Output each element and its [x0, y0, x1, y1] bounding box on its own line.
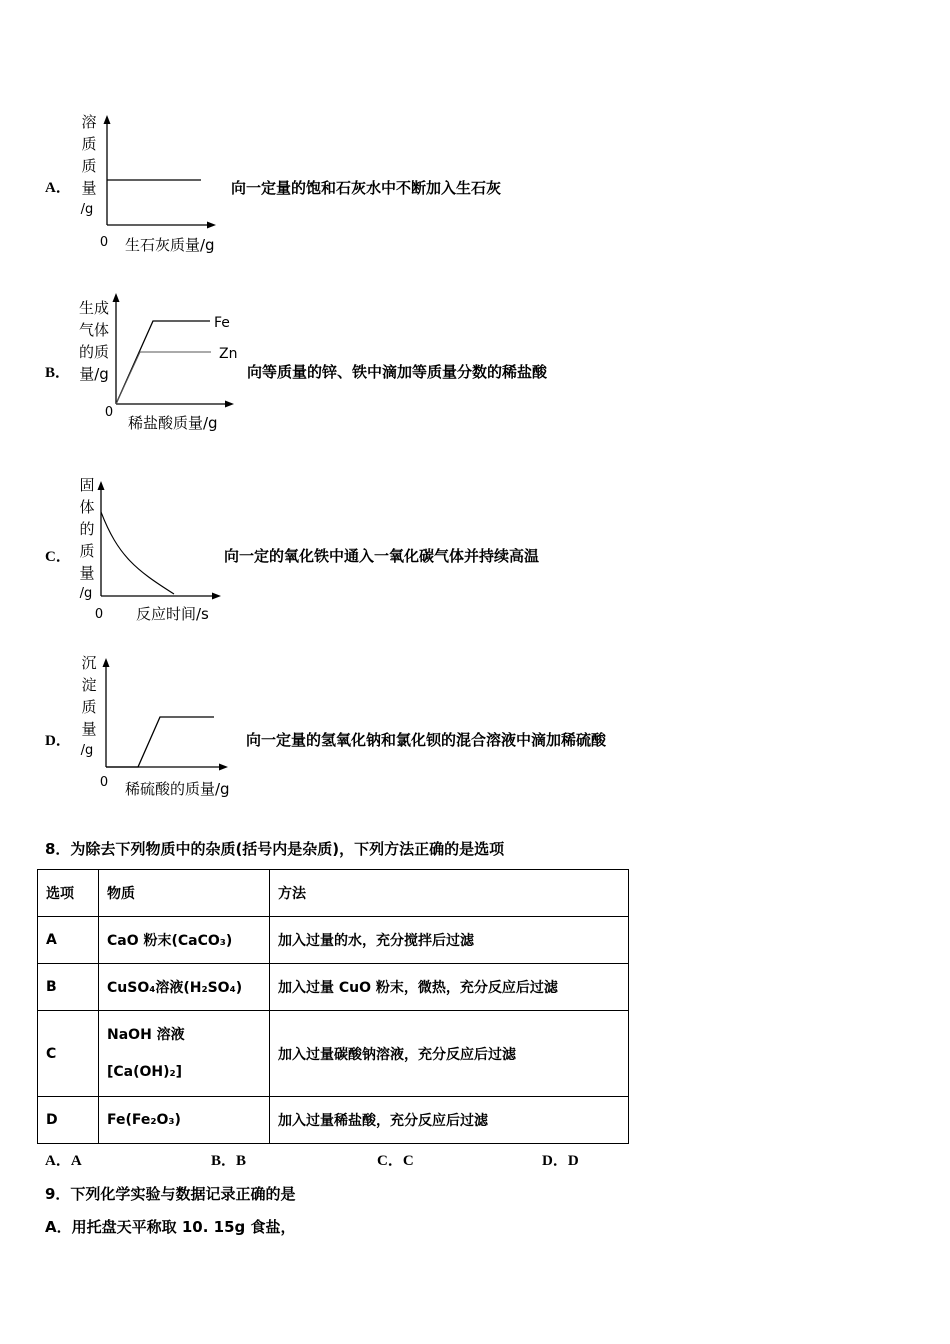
svg-text:淀: 淀: [81, 676, 97, 694]
svg-text:固: 固: [79, 476, 95, 494]
x-arrow-icon: [219, 764, 228, 771]
table-cell-substance: Fe(Fe₂O₃): [99, 1097, 270, 1144]
svg-text:量: 量: [79, 564, 95, 582]
svg-text:/g: /g: [80, 202, 94, 217]
y-arrow-icon: [98, 481, 105, 490]
graph-b-origin: 0: [104, 405, 114, 420]
question-8-stem: 8．为除去下列物质中的杂质(括号内是杂质)，下列方法正确的是选项: [45, 840, 505, 858]
svg-text:质: 质: [81, 157, 97, 175]
option-a-description: 向一定量的饱和石灰水中不断加入生石灰: [231, 179, 502, 197]
svg-text:的质: 的质: [78, 343, 110, 361]
svg-text:质: 质: [81, 698, 97, 716]
graph-c-curve: [101, 512, 174, 594]
y-arrow-icon: [113, 293, 120, 302]
x-arrow-icon: [212, 593, 221, 600]
graph-a-x-label: 生石灰质量/g: [125, 236, 215, 254]
graph-d-curve: [106, 717, 214, 767]
graph-d-x-label: 稀硫酸的质量/g: [125, 780, 230, 798]
substance-line-1: NaOH 溶液: [107, 1026, 185, 1043]
y-arrow-icon: [104, 115, 111, 124]
table-cell-option: A: [38, 917, 99, 964]
question-8-table: [37, 869, 629, 1144]
graph-a: [70, 105, 230, 260]
svg-text:生成: 生成: [78, 299, 110, 317]
table-row: [38, 964, 629, 1011]
table-cell-option: D: [38, 1097, 99, 1144]
answer-choice-c[interactable]: C．C: [377, 1153, 414, 1169]
table-cell-method: 加入过量碳酸钠溶液，充分反应后过滤: [270, 1011, 629, 1097]
svg-text:量: 量: [81, 179, 97, 197]
table-cell-option: C: [38, 1011, 99, 1097]
table-row: [38, 917, 629, 964]
option-b-label: B．: [45, 365, 71, 381]
graph-b-curve-zn: [116, 352, 211, 404]
x-arrow-icon: [207, 222, 216, 229]
option-c-label: C．: [45, 549, 71, 565]
option-a-label: A．: [45, 180, 71, 196]
table-header-cell: 物质: [99, 870, 270, 917]
table-header-cell: 选项: [38, 870, 99, 917]
table-cell-option: B: [38, 964, 99, 1011]
svg-text:量/g: 量/g: [79, 365, 109, 383]
graph-a-y-label: [81, 113, 97, 217]
graph-b-x-label: 稀盐酸质量/g: [128, 414, 218, 432]
graph-c-x-label: 反应时间/s: [136, 605, 209, 623]
graph-b: [70, 285, 250, 440]
table-row: [38, 1097, 629, 1144]
graph-d-y-label: [81, 654, 97, 758]
table-cell-substance: CuSO₄溶液(H₂SO₄): [99, 964, 270, 1011]
graph-c-y-label: [79, 476, 94, 601]
svg-text:质: 质: [79, 542, 95, 560]
table-header-cell: 方法: [270, 870, 629, 917]
substance-line-2: [Ca(OH)₂]: [107, 1063, 183, 1080]
svg-text:体: 体: [79, 498, 95, 516]
graph-c: [70, 470, 230, 630]
table-cell-substance: [99, 1011, 270, 1097]
svg-text:量: 量: [81, 720, 97, 738]
graph-b-legend-zn: Zn: [219, 346, 238, 362]
graph-b-curve-fe: [116, 321, 210, 404]
question-9-option-a: A．用托盘天平称取 10. 15g 食盐，: [45, 1218, 296, 1236]
option-c-description: 向一定的氧化铁中通入一氧化碳气体并持续高温: [224, 547, 540, 565]
option-b-description: 向等质量的锌、铁中滴加等质量分数的稀盐酸: [247, 363, 548, 381]
y-arrow-icon: [103, 658, 110, 667]
svg-text:/g: /g: [79, 586, 93, 601]
svg-text:/g: /g: [80, 743, 94, 758]
svg-text:质: 质: [81, 135, 97, 153]
answer-choice-d[interactable]: D．D: [542, 1153, 579, 1169]
answer-choice-b[interactable]: B．B: [211, 1153, 247, 1169]
svg-text:的: 的: [79, 520, 95, 538]
graph-b-y-label: [79, 299, 109, 383]
table-cell-substance: CaO 粉末(CaCO₃): [99, 917, 270, 964]
graph-d-origin: 0: [99, 775, 109, 790]
table-cell-method: 加入过量稀盐酸，充分反应后过滤: [270, 1097, 629, 1144]
graph-b-legend-fe: Fe: [214, 315, 230, 331]
graph-c-origin: 0: [94, 607, 104, 622]
option-d-label: D．: [45, 733, 71, 749]
table-row: [38, 1011, 629, 1097]
svg-text:溶: 溶: [81, 113, 97, 131]
table-cell-method: 加入过量 CuO 粉末，微热，充分反应后过滤: [270, 964, 629, 1011]
graph-a-origin: 0: [99, 235, 109, 250]
option-d-description: 向一定量的氢氧化钠和氯化钡的混合溶液中滴加稀硫酸: [246, 731, 607, 749]
table-cell-method: 加入过量的水，充分搅拌后过滤: [270, 917, 629, 964]
graph-d: [70, 650, 250, 805]
table-header-row: [38, 870, 629, 917]
question-9-stem: 9．下列化学实验与数据记录正确的是: [45, 1185, 296, 1203]
svg-text:气体: 气体: [78, 321, 110, 339]
svg-text:沉: 沉: [81, 654, 97, 672]
answer-choice-a[interactable]: A．A: [45, 1153, 82, 1169]
x-arrow-icon: [225, 401, 234, 408]
